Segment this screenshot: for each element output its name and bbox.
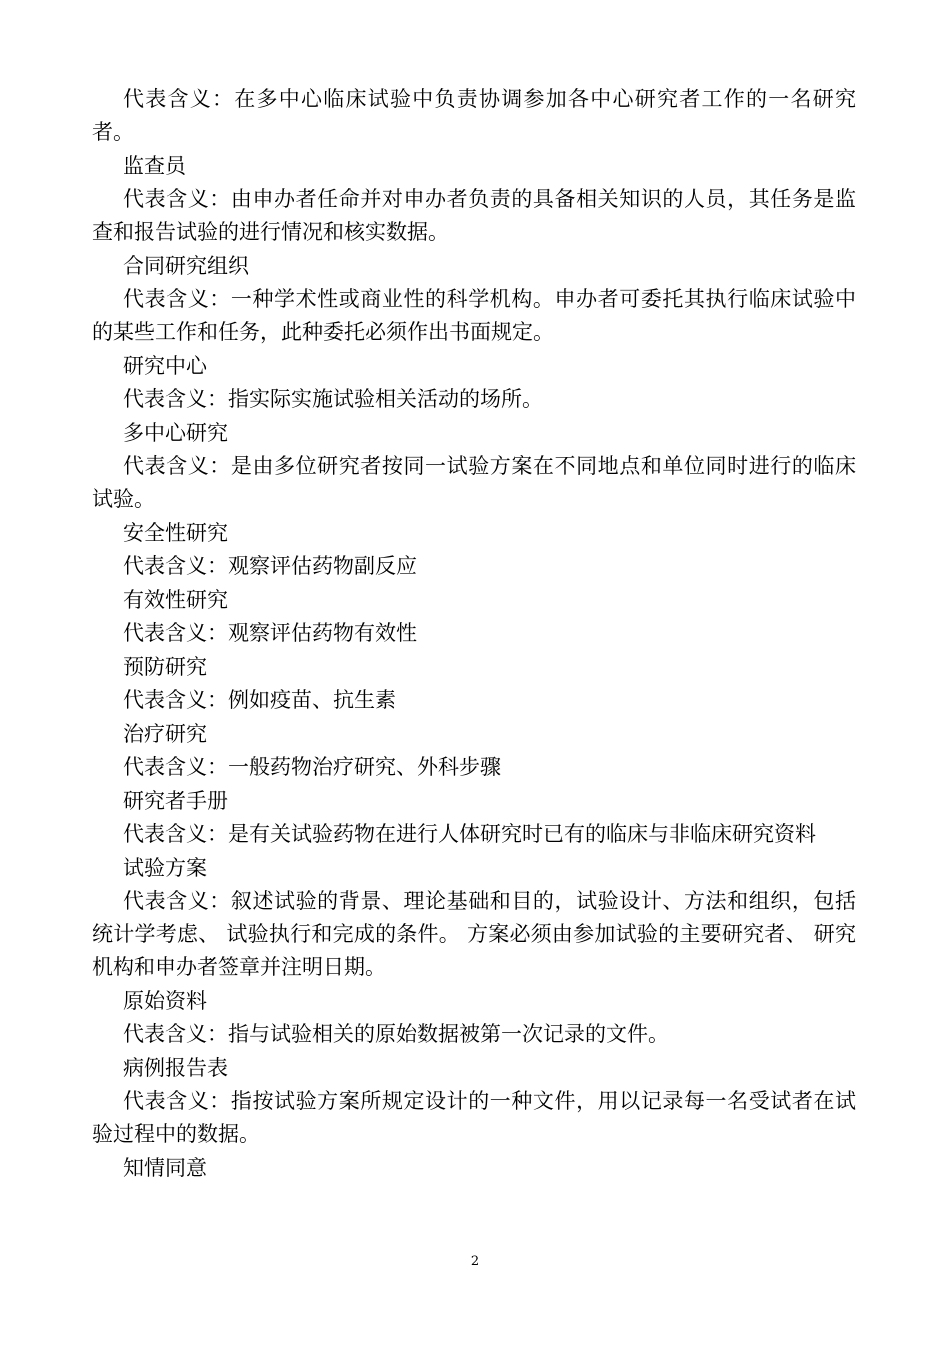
term-treatment-study: 治疗研究 [123,722,207,746]
term-cro: 合同研究组织 [123,254,249,278]
term-investigator-brochure: 研究者手册 [123,789,228,813]
document-body [92,83,856,1185]
term-monitor: 监查员 [123,154,186,178]
definition-treatment-study: 代表含义：一般药物治疗研究、外科步骤 [123,755,501,779]
definition-monitor: 代表含义：由申办者任命并对申办者负责的具备相关知识的人员，其任务是监查和报告试验的进行情况和核实数据。 [92,187,856,244]
term-multicenter-study: 多中心研究 [123,421,228,445]
definition-safety-study: 代表含义：观察评估药物副反应 [123,554,417,578]
definition-case-report-form: 代表含义：指按试验方案所规定设计的一种文件，用以记录每一名受试者在试验过程中的数据。 [92,1089,856,1146]
term-informed-consent: 知情同意 [123,1156,207,1180]
page-number: 2 [470,1254,480,1269]
term-prevention-study: 预防研究 [123,655,207,679]
definition-protocol: 代表含义：叙述试验的背景、理论基础和目的，试验设计、方法和组织，包括统计学考虑、 试验执行和完成的条件。 方案必须由参加试验的主要研究者、 研究机构和申办者签章并注明日期。 [92,889,856,979]
term-safety-study: 安全性研究 [123,521,228,545]
definition-study-site: 代表含义：指实际实施试验相关活动的场所。 [123,387,543,411]
definition-cro: 代表含义：一种学术性或商业性的科学机构。申办者可委托其执行临床试验中的某些工作和任务，此种委托必须作出书面规定。 [92,287,856,344]
definition-prevention-study: 代表含义：例如疫苗、抗生素 [123,688,396,712]
term-efficacy-study: 有效性研究 [123,588,228,612]
definition-investigator-brochure: 代表含义：是有关试验药物在进行人体研究时已有的临床与非临床研究资料 [123,822,816,846]
term-source-documents: 原始资料 [123,989,207,1013]
term-study-site: 研究中心 [123,354,207,378]
term-case-report-form: 病例报告表 [123,1056,228,1080]
definition-source-documents: 代表含义：指与试验相关的原始数据被第一次记录的文件。 [123,1022,669,1046]
definition-coordinating-investigator: 代表含义：在多中心临床试验中负责协调参加各中心研究者工作的一名研究者。 [92,87,856,144]
definition-efficacy-study: 代表含义：观察评估药物有效性 [123,621,417,645]
definition-multicenter-study: 代表含义：是由多位研究者按同一试验方案在不同地点和单位同时进行的临床试验。 [92,454,856,511]
term-protocol: 试验方案 [123,856,207,880]
